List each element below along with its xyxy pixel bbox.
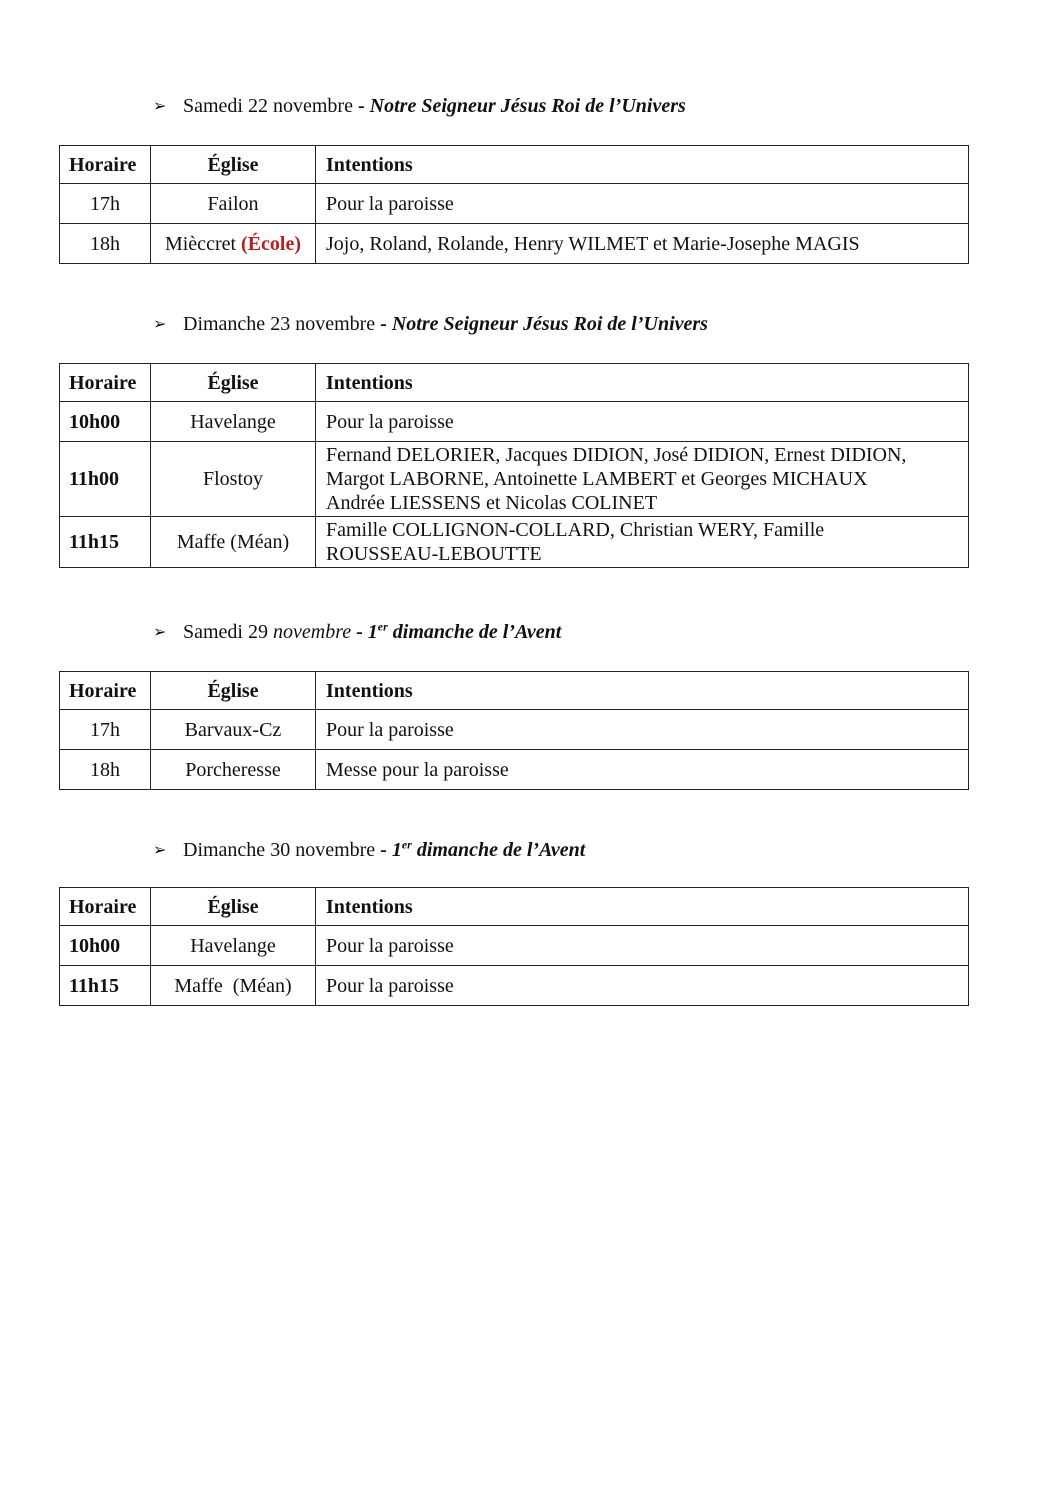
column-header-intentions: Intentions [316, 146, 969, 184]
intention-line: ROUSSEAU-LEBOUTTE [326, 543, 542, 565]
table-row [60, 750, 969, 790]
cell-time: 11h15 [60, 966, 151, 1006]
table-header-row [60, 364, 969, 402]
heading-feast: Notre Seigneur Jésus Roi de l’Univers [391, 313, 708, 335]
heading-day: Samedi 22 [183, 95, 268, 117]
cell-intentions: Jojo, Roland, Rolande, Henry WILMET et Marie-Josephe MAGIS [316, 224, 969, 264]
cell-intentions: Pour la paroisse [316, 402, 969, 442]
cell-time: 18h [60, 224, 151, 264]
table-header-row [60, 672, 969, 710]
heading-month: novembre [273, 95, 353, 117]
heading-month: novembre [295, 313, 376, 335]
table-row [60, 184, 969, 224]
table-row [60, 442, 969, 517]
cell-intentions [316, 517, 969, 568]
column-header-time: Horaire [60, 888, 151, 926]
cell-church: Porcheresse [151, 750, 316, 790]
cell-intentions: Messe pour la paroisse [316, 750, 969, 790]
section-heading [153, 835, 1061, 865]
section-samedi-29 [59, 617, 969, 790]
cell-intentions [316, 442, 969, 517]
column-header-time: Horaire [60, 672, 151, 710]
cell-church: Havelange [151, 402, 316, 442]
heading-separator: - [357, 95, 365, 117]
table-header-row [60, 146, 969, 184]
heading-feast-group [368, 621, 562, 643]
heading-day: Dimanche 23 [183, 313, 291, 335]
heading-day: Samedi 29 [183, 621, 268, 643]
table-row [60, 224, 969, 264]
table-row [60, 966, 969, 1006]
intention-line: Fernand DELORIER, Jacques DIDION, José DIDION, Ernest DIDION, [326, 444, 907, 466]
section-heading [153, 309, 1061, 339]
heading-separator: - [380, 839, 387, 861]
cell-church: Havelange [151, 926, 316, 966]
table-row [60, 926, 969, 966]
mass-schedule-table [59, 671, 969, 790]
heading-separator: - [356, 621, 363, 643]
column-header-church: Église [151, 672, 316, 710]
column-header-church: Église [151, 888, 316, 926]
arrow-bullet-icon: ➢ [153, 622, 167, 641]
cell-church: Failon [151, 184, 316, 224]
heading-day: Dimanche 30 [183, 839, 291, 861]
cell-intentions: Pour la paroisse [316, 926, 969, 966]
column-header-intentions: Intentions [316, 888, 969, 926]
feast-ordinal: 1 [367, 621, 378, 643]
table-row [60, 517, 969, 568]
heading-feast-group [392, 839, 586, 861]
cell-time: 10h00 [60, 402, 151, 442]
column-header-intentions: Intentions [316, 364, 969, 402]
feast-ordinal: 1 [391, 839, 402, 861]
table-row [60, 402, 969, 442]
heading-month: novembre [273, 621, 352, 643]
intention-line: Andrée LIESSENS et Nicolas COLINET [326, 492, 658, 514]
arrow-bullet-icon: ➢ [153, 840, 167, 859]
mass-schedule-table [59, 363, 969, 568]
section-dimanche-30 [59, 835, 969, 1006]
intention-line: Margot LABORNE, Antoinette LAMBERT et Georges MICHAUX [326, 468, 868, 490]
section-samedi-22 [59, 91, 969, 264]
section-dimanche-23 [59, 309, 969, 568]
cell-intentions: Pour la paroisse [316, 966, 969, 1006]
cell-church: Barvaux-Cz [151, 710, 316, 750]
column-header-church: Église [151, 364, 316, 402]
heading-separator: - [380, 313, 387, 335]
cell-time: 11h15 [60, 517, 151, 568]
column-header-intentions: Intentions [316, 672, 969, 710]
cell-church: Flostoy [151, 442, 316, 517]
cell-church: Maffe (Méan) [151, 966, 316, 1006]
cell-intentions: Pour la paroisse [316, 184, 969, 224]
mass-schedule-table [59, 887, 969, 1006]
church-note: (École) [241, 232, 302, 255]
column-header-time: Horaire [60, 364, 151, 402]
column-header-church: Église [151, 146, 316, 184]
heading-feast: dimanche de l’Avent [392, 621, 562, 643]
cell-intentions: Pour la paroisse [316, 710, 969, 750]
heading-month: novembre [295, 839, 376, 861]
section-heading [153, 91, 1061, 121]
cell-time: 18h [60, 750, 151, 790]
cell-time: 10h00 [60, 926, 151, 966]
arrow-bullet-icon: ➢ [153, 314, 167, 333]
feast-ordinal-suffix: er [401, 837, 412, 852]
heading-feast: Notre Seigneur Jésus Roi de l’Univers [369, 95, 686, 117]
column-header-time: Horaire [60, 146, 151, 184]
cell-time: 11h00 [60, 442, 151, 517]
intention-line: Famille COLLIGNON-COLLARD, Christian WERY, Famille [326, 519, 825, 541]
arrow-bullet-icon: ➢ [153, 96, 167, 115]
cell-time: 17h [60, 710, 151, 750]
cell-church [151, 224, 316, 264]
table-row [60, 710, 969, 750]
feast-ordinal-suffix: er [377, 619, 388, 634]
church-name: Mièccret [164, 232, 237, 255]
heading-feast: dimanche de l’Avent [416, 839, 586, 861]
mass-schedule-table [59, 145, 969, 264]
section-heading [153, 617, 1061, 647]
table-header-row [60, 888, 969, 926]
cell-church: Maffe (Méan) [151, 517, 316, 568]
cell-time: 17h [60, 184, 151, 224]
